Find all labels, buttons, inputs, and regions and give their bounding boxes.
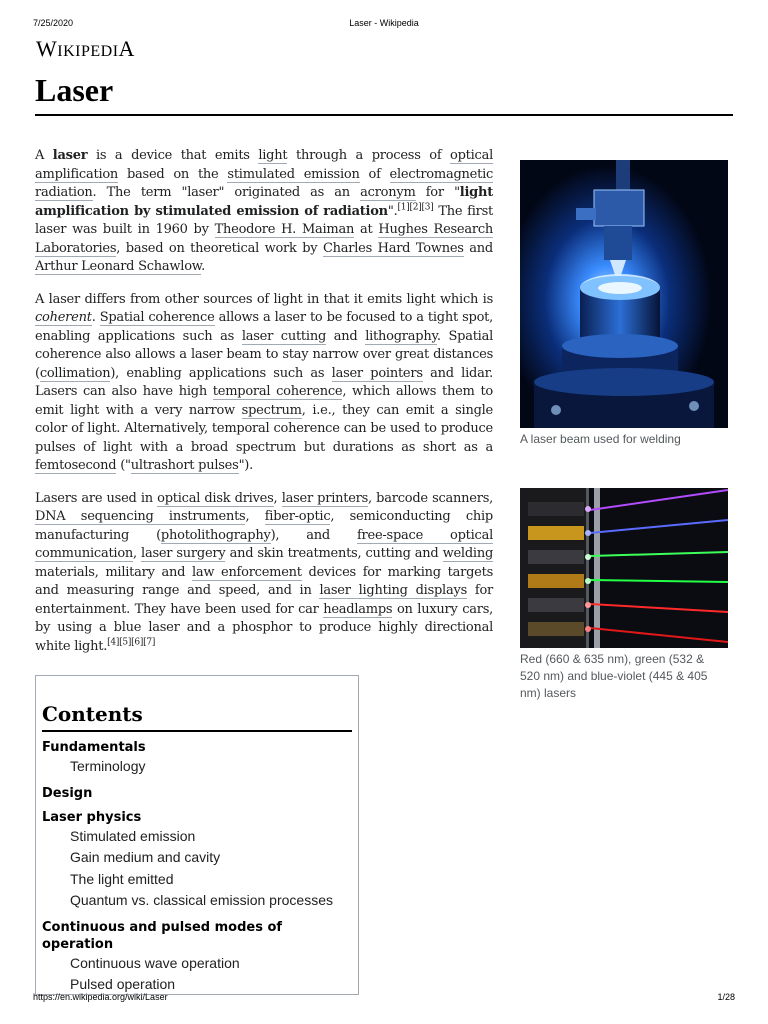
toc-subsection[interactable]: Terminology: [70, 758, 146, 774]
paragraph-applications: [35, 490, 493, 657]
bold-acronym-expansion: light amplification by stimulated emission of radiation: [35, 185, 493, 219]
link-spatial-coherence[interactable]: Spatial coherence: [99, 310, 215, 325]
link-maiman[interactable]: Theodore H. Maiman: [214, 222, 355, 237]
text: for ": [415, 185, 460, 200]
link-headlamps[interactable]: headlamps: [323, 601, 393, 617]
link-dna-sequencing[interactable]: DNA sequencing instruments: [35, 509, 246, 524]
bold-term-laser: laser: [52, 148, 88, 163]
link-townes[interactable]: Charles Hard Townes: [322, 240, 464, 256]
link-spectrum[interactable]: spectrum: [241, 402, 302, 418]
figure-colored-lasers-caption: Red (660 & 635 nm), green (532 & 520 nm) and blue-violet (445 & 405 nm) lasers: [520, 652, 708, 700]
text: , i.e., they can emit a single color of light. Alternatively, temporal coherence can be used to produce pulses of light with a broad spectrum but durations as short as a: [35, 402, 493, 455]
wordmark-final: A: [118, 36, 135, 61]
print-header: [0, 18, 768, 32]
text: materials, military and: [35, 564, 192, 580]
link-fiber-optic[interactable]: fiber-optic: [264, 509, 331, 524]
toc-section[interactable]: Design: [42, 785, 93, 801]
print-page-title: Laser - Wikipedia: [349, 18, 419, 28]
welding-laser-image[interactable]: [520, 160, 728, 428]
citation-1[interactable]: [1]: [397, 202, 410, 213]
print-url: https://en.wikipedia.org/wiki/Laser: [33, 992, 168, 1002]
text: through a process of: [287, 148, 451, 163]
title-divider: [35, 114, 733, 116]
print-page-count: 1/28: [717, 992, 735, 1002]
text: .: [201, 259, 206, 274]
text: ,: [273, 490, 282, 506]
text: and: [463, 240, 493, 256]
toc-subsection[interactable]: Gain medium and cavity: [70, 849, 221, 865]
text: , barcode scanners,: [368, 490, 493, 506]
link-ultrashort-pulses[interactable]: ultrashort pulses: [130, 458, 239, 473]
link-optical-amplification[interactable]: optical amplification: [35, 148, 494, 182]
article-body: [35, 147, 493, 670]
link-optical-disk-drives[interactable]: optical disk drives: [157, 490, 274, 506]
text: Lasers are used in: [35, 490, 158, 506]
link-stimulated-emission[interactable]: stimulated emission: [227, 166, 360, 182]
text: is a device that emits: [87, 148, 259, 163]
link-coherent[interactable]: coherent: [35, 310, 92, 325]
link-laser-printers[interactable]: laser printers: [281, 490, 369, 506]
link-femtosecond[interactable]: femtosecond: [35, 458, 117, 473]
welding-laser-photo-icon: [520, 160, 728, 428]
text: ,: [245, 509, 265, 524]
colored-lasers-image[interactable]: [520, 488, 728, 648]
toc-subsection[interactable]: Stimulated emission: [70, 827, 196, 844]
figure-welding: [520, 160, 728, 448]
text: , which allows them to emit light with a very narrow: [35, 384, 493, 418]
paragraph-intro: [35, 147, 493, 277]
print-footer: [0, 992, 768, 1006]
link-lithography[interactable]: lithography: [365, 328, 437, 344]
link-laser-pointers[interactable]: laser pointers: [331, 365, 423, 381]
link-collimation[interactable]: collimation: [39, 365, 111, 381]
text: ), and: [270, 527, 357, 543]
text: on luxury cars, by using a blue laser and a phosphor to produce highly directional white light.: [35, 601, 493, 654]
text: ,: [133, 546, 142, 561]
link-photolithography[interactable]: photolithography: [160, 527, 271, 543]
toc-subsection[interactable]: Quantum vs. classical emission processes: [70, 892, 333, 908]
text: and: [326, 328, 366, 344]
text: (": [116, 458, 131, 473]
text: for entertainment. They have been used for car: [35, 583, 493, 617]
text: , semiconducting chip manufacturing (: [35, 509, 493, 543]
link-electromagnetic-radiation[interactable]: electromagnetic radiation: [35, 166, 494, 200]
text: The first laser was built in 1960 by: [35, 203, 493, 237]
link-free-space-optical[interactable]: free-space optical communication: [35, 527, 493, 561]
link-light[interactable]: light: [258, 148, 288, 163]
link-temporal-coherence[interactable]: temporal coherence: [212, 384, 343, 399]
wordmark-initial: W: [36, 36, 58, 61]
citation-7[interactable]: [7]: [143, 637, 156, 648]
link-laser-surgery[interactable]: laser surgery: [141, 546, 226, 561]
citation-6[interactable]: [6]: [131, 637, 144, 648]
link-hughes[interactable]: Hughes Research Laboratories: [35, 222, 493, 256]
toc-section[interactable]: Laser physics: [42, 809, 142, 825]
figure-welding-caption: A laser beam used for welding: [520, 432, 681, 446]
text: and skin treatments, cutting and: [225, 546, 443, 561]
text: A laser differs from other sources of light in that it emits light which is: [35, 291, 493, 307]
citation-4[interactable]: [4]: [107, 637, 120, 648]
text: . The term "laser" originated as an: [92, 185, 361, 200]
toc-subsection[interactable]: The light emitted: [70, 870, 174, 887]
figure-colored-lasers: [520, 488, 728, 702]
link-welding[interactable]: welding: [442, 546, 494, 561]
text: ), enabling applications such as: [110, 365, 332, 381]
text: allows a laser to be focused to a tight spot, enabling applications such as: [35, 310, 494, 344]
toc-section[interactable]: Continuous and pulsed modes of operation: [42, 919, 283, 952]
text: devices for marking targets and measuring range and speed, and in: [35, 564, 493, 598]
print-date: 7/25/2020: [33, 18, 74, 28]
colored-lasers-photo-icon: [520, 488, 728, 648]
wikipedia-wordmark[interactable]: [36, 36, 135, 62]
page-title: Laser: [35, 72, 114, 108]
citation-3[interactable]: [3]: [421, 202, 434, 213]
link-schawlow[interactable]: Arthur Leonard Schawlow: [35, 259, 202, 274]
text: ".: [387, 203, 398, 219]
text: , based on theoretical work by: [116, 240, 323, 256]
text: based on the: [118, 166, 228, 182]
citation-5[interactable]: [5]: [119, 637, 132, 648]
wordmark-smallcaps: IKIPEDI: [57, 43, 119, 60]
link-acronym[interactable]: acronym: [360, 185, 416, 200]
toc-section[interactable]: Fundamentals: [42, 740, 146, 755]
toc-list: [42, 739, 352, 995]
text: ").: [238, 458, 253, 473]
toc-title: Contents: [42, 702, 352, 732]
paragraph-coherence: [35, 291, 493, 476]
citation-2[interactable]: [2]: [409, 202, 422, 213]
table-of-contents: [35, 675, 359, 995]
text: . Spatial coherence also allows a laser beam to stay narrow over great distances (: [35, 328, 493, 381]
link-law-enforcement[interactable]: law enforcement: [191, 564, 302, 580]
link-laser-lighting-displays[interactable]: laser lighting displays: [319, 583, 467, 598]
text: .: [91, 310, 100, 325]
text: at: [354, 222, 379, 237]
text: of: [359, 166, 390, 182]
text: and lidar. Lasers can also have high: [35, 365, 493, 399]
toc-subsection[interactable]: Continuous wave operation: [70, 954, 240, 971]
text: A: [35, 148, 53, 163]
link-laser-cutting[interactable]: laser cutting: [241, 328, 327, 344]
toc-subsection[interactable]: Pulsed operation: [70, 976, 176, 992]
